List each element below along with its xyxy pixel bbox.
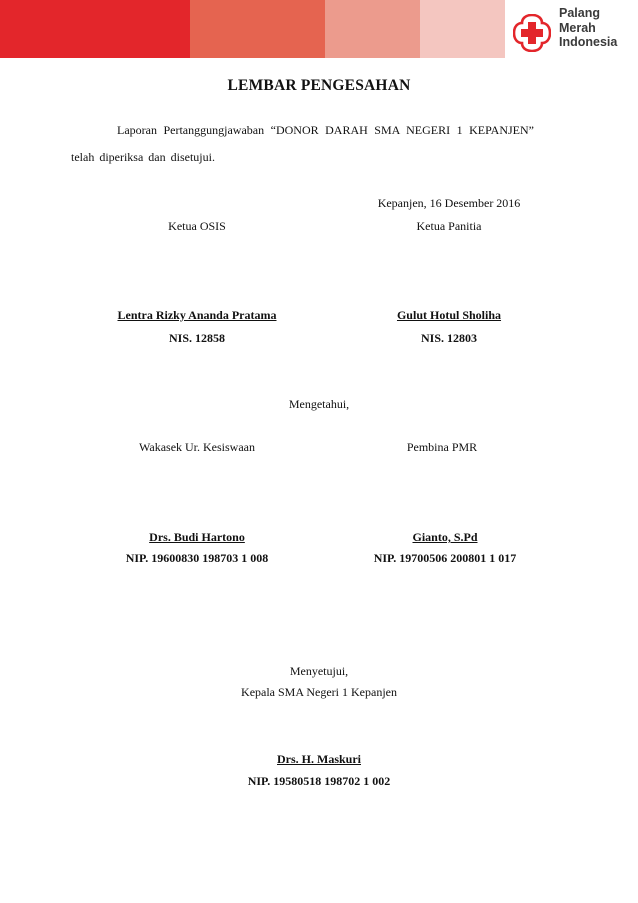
role-ketua-osis: Ketua OSIS	[168, 219, 226, 233]
logo-text-line: Palang	[559, 6, 600, 20]
header-banner	[0, 0, 638, 58]
signer-name-wakasek: Drs. Budi Hartono	[149, 530, 245, 544]
header-band-pale-pink	[420, 0, 505, 58]
signer-name-ketua-panitia: Gulut Hotul Sholiha	[396, 308, 502, 322]
role-pembina: Pembina PMR	[406, 440, 478, 454]
signer-id-wakasek: NIP. 19600830 198703 1 008	[125, 551, 269, 565]
place-date: Kepanjen, 16 Desember 2016	[377, 196, 521, 210]
header-band-light-salmon	[325, 0, 420, 58]
signer-name-ketua-osis: Lentra Rizky Ananda Pratama	[117, 308, 277, 322]
header-band-salmon	[190, 0, 325, 58]
role-kepala-sekolah: Kepala SMA Negeri 1 Kepanjen	[241, 685, 397, 699]
signer-name-kepala-sekolah: Drs. H. Maskuri	[277, 752, 361, 766]
logo-text-line: Merah	[559, 20, 596, 35]
signer-id-kepala-sekolah: NIP. 19580518 198702 1 002	[247, 774, 391, 788]
paragraph-line-1: Laporan Pertanggungjawaban “DONOR DARAH SMA NEGERI 1 KEPANJEN”	[117, 123, 535, 137]
header-band-red	[0, 0, 190, 58]
signer-name-pembina: Gianto, S.Pd	[412, 530, 478, 544]
logo-wordmark	[559, 6, 617, 50]
approved-label: Menyetujui,	[289, 664, 349, 678]
red-cross-logo-icon	[513, 14, 551, 52]
signer-id-pembina: NIP. 19700506 200801 1 017	[373, 551, 517, 565]
role-wakasek: Wakasek Ur. Kesiswaan	[139, 440, 255, 454]
paragraph-line-2: telah diperiksa dan disetujui.	[71, 150, 215, 164]
page-title: LEMBAR PENGESAHAN	[227, 77, 411, 94]
logo-text-line: Indonesia	[559, 35, 618, 49]
signer-id-ketua-osis: NIS. 12858	[168, 331, 226, 345]
role-ketua-panitia: Ketua Panitia	[416, 219, 482, 233]
acknowledged-label: Mengetahui,	[288, 397, 350, 411]
signer-id-ketua-panitia: NIS. 12803	[420, 331, 478, 345]
